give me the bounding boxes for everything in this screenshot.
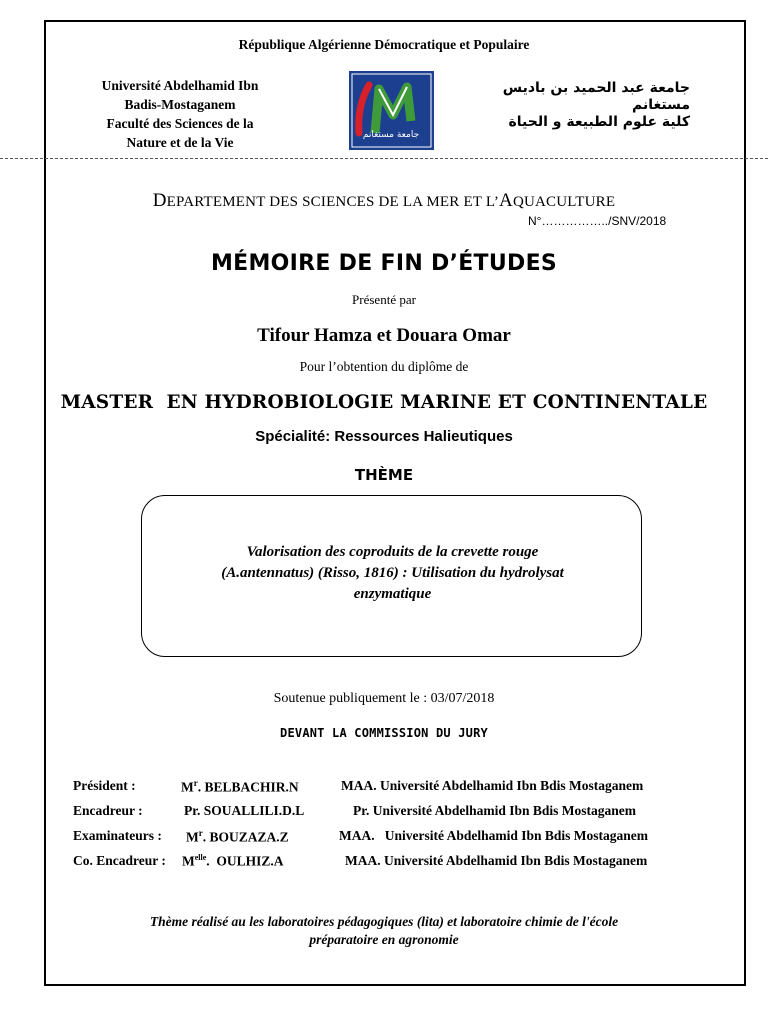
header-divider — [0, 158, 768, 159]
university-line: Badis-Mostaganem — [124, 97, 236, 112]
authors: Tifour Hamza et Douara Omar — [257, 325, 511, 346]
university-name-fr — [70, 76, 290, 152]
memoire-title: MÉMOIRE DE FIN D’ÉTUDES — [210, 251, 558, 276]
department-text: EPARTEMENT DES SCIENCES DE LA MER ET L’ — [166, 194, 500, 210]
department-initial: A — [499, 190, 513, 211]
jury-row — [73, 853, 733, 878]
obtention-label: Pour l’obtention du diplôme de — [299, 359, 469, 374]
university-logo — [349, 71, 434, 150]
jury-name: $M^{elle}$. OULHIZ.A — [182, 853, 284, 869]
footer-note — [0, 913, 768, 949]
theme-line: Valorisation des coproduits de la crevette rouge — [246, 544, 539, 560]
faculty-line: Faculté des Sciences de la — [106, 116, 254, 131]
jury-role: Co. Encadreur : — [73, 853, 166, 868]
jury-list — [73, 778, 733, 878]
jury-row — [73, 828, 733, 853]
reference-number: N°……………../SNV/2018 — [528, 214, 667, 228]
jury-affiliation: MAA. Université Abdelhamid Ibn Bdis Mostaganem — [341, 778, 644, 793]
jury-affiliation: MAA. Université Abdelhamid Ibn Bdis Mostaganem — [339, 828, 649, 843]
footer-line: préparatoire en agronomie — [309, 932, 459, 947]
jury-role: Examinateurs : — [73, 828, 162, 843]
jury-role: Président : — [73, 778, 136, 793]
defense-date: Soutenue publiquement le : 03/07/2018 — [273, 691, 495, 706]
jury-name: $M^r$. BOUZAZA.Z — [186, 828, 289, 845]
theme-line: (A.antennatus) (Risso, 1816) : Utilisation du hydrolysat — [221, 565, 564, 581]
theme-text — [160, 542, 625, 605]
university-logo-icon — [349, 71, 434, 150]
university-line-ar: جامعة عبد الحميد بن باديس — [502, 80, 690, 96]
department-initial: D — [152, 190, 167, 211]
presented-by-label: Présenté par — [352, 292, 416, 307]
jury-name: Pr. SOUALLILI.D.L — [184, 803, 305, 818]
logo-text: جامعة مستغانم — [362, 130, 420, 140]
faculty-line-ar: كلية علوم الطبيعة و الحياة — [508, 114, 690, 130]
jury-title: DEVANT LA COMMISSION DU JURY — [280, 726, 488, 740]
theme-label: THÈME — [354, 466, 414, 484]
department-title — [0, 190, 768, 212]
specialty: Spécialité: Ressources Halieutiques — [255, 428, 513, 445]
degree-title: MASTER EN HYDROBIOLOGIE MARINE ET CONTINENTALE — [60, 392, 708, 413]
department-text: QUACULTURE — [512, 194, 616, 210]
faculty-line: Nature et de la Vie — [126, 135, 234, 150]
jury-affiliation: Pr. Université Abdelhamid Ibn Bdis Mostaganem — [353, 803, 637, 818]
jury-role: Encadreur : — [73, 803, 143, 818]
jury-name: $M^r$. BELBACHIR.N — [181, 778, 299, 795]
university-name-ar — [470, 80, 690, 131]
republic-heading: République Algérienne Démocratique et Populaire — [238, 37, 530, 52]
jury-row — [73, 778, 733, 803]
jury-affiliation: MAA. Université Abdelhamid Ibn Bdis Mostaganem — [345, 853, 648, 868]
university-line: Université Abdelhamid Ibn — [101, 78, 259, 93]
jury-row — [73, 803, 733, 828]
university-line-ar: مستغانم — [631, 97, 690, 113]
theme-line: enzymatique — [353, 586, 432, 602]
footer-line: Thème réalisé au les laboratoires pédagogiques (lita) et laboratoire chimie de l'école — [149, 914, 619, 929]
